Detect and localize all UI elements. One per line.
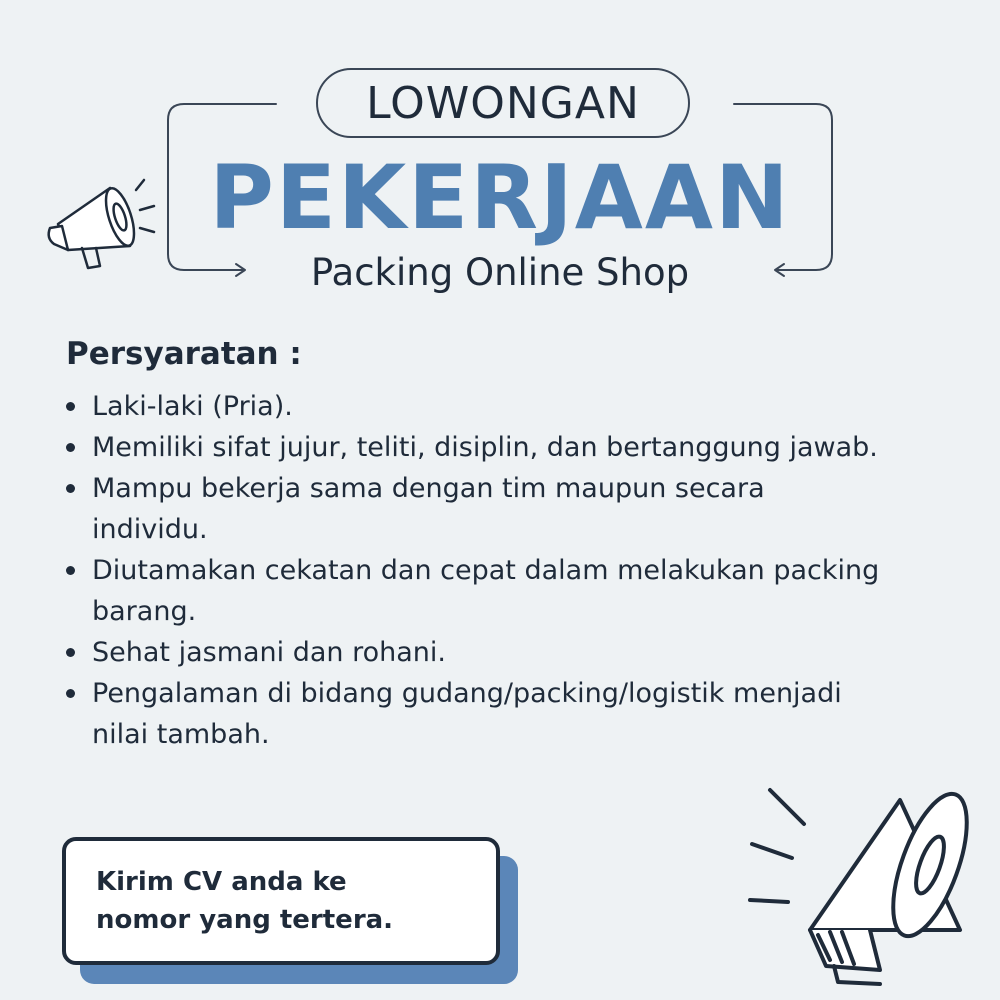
megaphone-icon bbox=[40, 172, 170, 282]
megaphone-icon bbox=[730, 770, 990, 1000]
requirements-list bbox=[62, 386, 882, 755]
lowongan-text: LOWONGAN bbox=[366, 77, 640, 129]
list-item: Memiliki sifat jujur, teliti, disiplin, dan bertanggung jawab. bbox=[62, 427, 882, 468]
lowongan-badge bbox=[316, 68, 690, 138]
requirements-title: Persyaratan : bbox=[66, 336, 302, 372]
list-item: Pengalaman di bidang gudang/packing/logistik menjadi nilai tambah. bbox=[62, 673, 882, 755]
list-item: Mampu bekerja sama dengan tim maupun secara individu. bbox=[62, 468, 882, 550]
list-item: Sehat jasmani dan rohani. bbox=[62, 632, 882, 673]
cta-line-2: nomor yang tertera. bbox=[96, 905, 394, 935]
cta-box bbox=[62, 837, 500, 965]
list-item: Diutamakan cekatan dan cepat dalam melakukan packing barang. bbox=[62, 550, 882, 632]
cta-line-1: Kirim CV anda ke bbox=[96, 867, 347, 897]
list-item: Laki-laki (Pria). bbox=[62, 386, 882, 427]
subtitle: Packing Online Shop bbox=[310, 251, 690, 294]
headline: PEKERJAAN bbox=[209, 146, 791, 249]
